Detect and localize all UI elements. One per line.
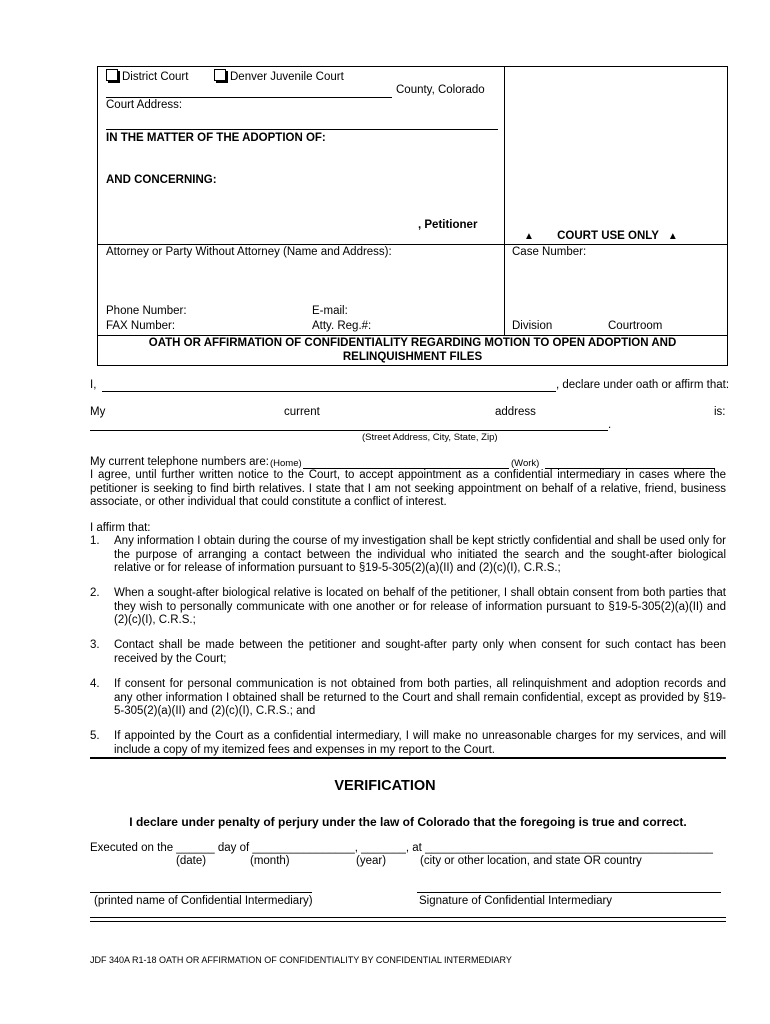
i-label: I, — [90, 379, 97, 391]
juvenile-court-label: Denver Juvenile Court — [230, 71, 344, 83]
printed-name-line[interactable] — [90, 892, 312, 893]
my-label: My — [90, 406, 106, 418]
signature-label: Signature of Confidential Intermediary — [419, 895, 613, 907]
printed-name-label: (printed name of Confidential Intermediary) — [94, 895, 313, 907]
up-arrow-icon: ▲ — [667, 231, 678, 242]
list-item-text: When a sought-after biological relative is located on behalf of the petitioner, I shall obtain consent from both parties that they wish to personally communicate with one another or for release of information pursuant to §19-5-305(2)(a)(II) and (2)(c)(I), C.R.S.; — [114, 587, 726, 626]
list-item-number: 4. — [90, 678, 100, 690]
district-court-option[interactable] — [106, 69, 188, 83]
concerning-label: AND CONCERNING: — [106, 174, 217, 186]
month-label: (month) — [250, 855, 290, 867]
list-item-number: 3. — [90, 639, 100, 651]
caption-divider — [504, 66, 505, 336]
county-line[interactable] — [106, 97, 392, 98]
district-court-checkbox[interactable] — [106, 69, 118, 81]
list-item — [90, 535, 726, 576]
list-item — [90, 678, 726, 719]
section-divider — [90, 757, 726, 759]
list-item-text: Contact shall be made between the petitioner and sought-after party only when consent for such contact has been received by the Court; — [114, 639, 726, 665]
list-item — [90, 639, 726, 666]
form-title-line-1: OATH OR AFFIRMATION OF CONFIDENTIALITY REGARDING MOTION TO OPEN ADOPTION AND — [148, 337, 677, 349]
fax-number-label: FAX Number: — [106, 320, 176, 332]
year-label: (year) — [356, 855, 387, 867]
agree-paragraph: I agree, until further written notice to the Court, to accept appointment as a confidential intermediary in cases where the petitioner is seeking to find birth relatives. I state that I am not seeking appointment on behalf of a relative, friend, business associate, or other individual that could constitute a conflict of interest. — [90, 469, 726, 508]
juvenile-court-checkbox[interactable] — [214, 69, 226, 81]
adoption-of-label: IN THE MATTER OF THE ADOPTION OF: — [106, 132, 326, 144]
up-arrow-icon: ▲ — [524, 231, 534, 242]
executed-line: Executed on the ______ day of ________________, _______, at _____________________________________________ — [90, 842, 713, 854]
address-caption: (Street Address, City, State, Zip) — [362, 432, 498, 443]
phone-intro: My current telephone numbers are: — [90, 456, 269, 468]
list-item-number: 5. — [90, 730, 100, 742]
declare-label: , declare under oath or affirm that: — [556, 379, 730, 391]
form-title — [97, 336, 728, 364]
list-item-text: If appointed by the Court as a confidential intermediary, I will make no unreasonable charges for my services, and will include a copy of my itemized fees and expenses in my report to the Court. — [114, 730, 726, 756]
case-number-label: Case Number: — [512, 246, 587, 258]
county-label: County, Colorado — [396, 84, 485, 96]
list-item — [90, 730, 726, 757]
email-label: E-mail: — [312, 305, 348, 317]
is-label: is: — [714, 406, 726, 418]
phone-number-label: Phone Number: — [106, 305, 187, 317]
work-label: (Work) — [511, 458, 540, 469]
list-item-text: If consent for personal communication is not obtained from both parties, all relinquishment and adoption records and any other information I obtained shall be returned to the Court and shall remain confidential, except as provided by §19-5-305(2)(a)(II) and (2)(c)(I), C.R.S.; and — [114, 678, 726, 717]
court-use-only-label: COURT USE ONLY — [557, 230, 659, 242]
division-label: Division — [512, 320, 553, 332]
address-line[interactable] — [90, 430, 608, 431]
name-line[interactable] — [102, 391, 556, 392]
attorney-section-rule — [97, 244, 728, 245]
home-label: (Home) — [270, 458, 302, 469]
location-label: (city or other location, and state OR country — [420, 855, 642, 867]
juvenile-court-option[interactable] — [214, 69, 344, 83]
footer-form-id: JDF 340A R1-18 OATH OR AFFIRMATION OF CONFIDENTIALITY BY CONFIDENTIAL INTERMEDIARY — [90, 955, 512, 965]
verification-heading: VERIFICATION — [334, 778, 436, 794]
form-title-line-2: RELINQUISHMENT FILES — [342, 351, 483, 363]
court-address-line[interactable] — [106, 129, 498, 130]
atty-reg-label: Atty. Reg.#: — [312, 320, 372, 332]
date-label: (date) — [176, 855, 207, 867]
verification-declaration: I declare under penalty of perjury under the law of Colorado that the foregoing is true and correct. — [129, 815, 687, 829]
court-use-only — [524, 230, 678, 242]
courtroom-label: Courtroom — [608, 320, 663, 332]
court-address-label: Court Address: — [106, 99, 183, 111]
address-line-period: . — [608, 419, 612, 431]
attorney-label: Attorney or Party Without Attorney (Name and Address): — [106, 246, 392, 258]
address-label: address — [495, 406, 536, 418]
list-item-text: Any information I obtain during the course of my investigation shall be kept strictly confidential and shall be used only for the purpose of arranging a contact between the individual who initiated the search and the sought-after biological relative or for release of information pursuant to §19-5-305(2)(a)(II) and (2)(c)(I), C.R.S.; — [114, 535, 726, 574]
current-label: current — [284, 406, 320, 418]
affirm-intro: I affirm that: — [90, 522, 151, 534]
list-item-number: 2. — [90, 587, 100, 599]
district-court-label: District Court — [122, 71, 189, 83]
list-item-number: 1. — [90, 535, 100, 547]
footer-divider — [90, 917, 726, 922]
petitioner-label: , Petitioner — [418, 219, 478, 231]
signature-line[interactable] — [417, 892, 721, 893]
list-item — [90, 587, 726, 628]
